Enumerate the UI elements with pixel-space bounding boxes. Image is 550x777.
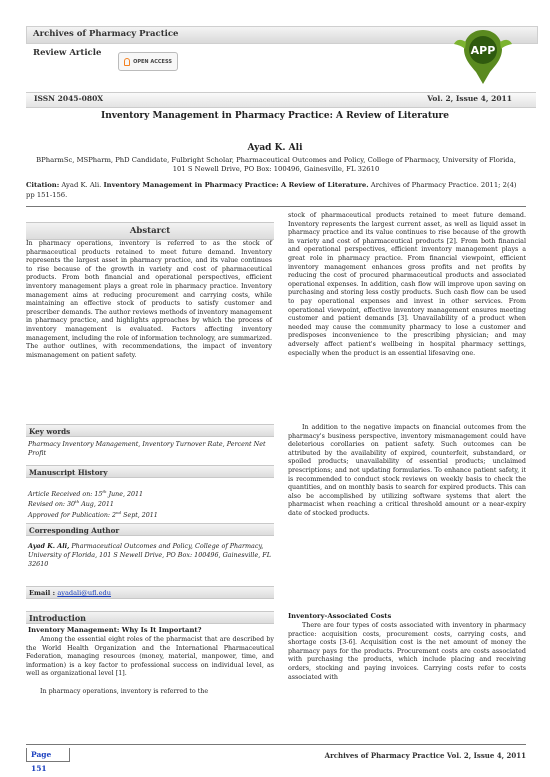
- keywords-heading: Key words: [26, 424, 274, 437]
- article-title: Inventory Management in Pharmacy Practice: A Review of Literature: [101, 111, 449, 121]
- citation: [26, 181, 526, 200]
- received-date-suffix: th: [102, 489, 107, 494]
- introduction-subheading: Inventory Management: Why Is It Important?: [28, 626, 202, 634]
- revised-date-month: Aug, 2011: [79, 501, 114, 509]
- body-paragraph-1: stock of pharmaceutical products retained to meet future demand. Inventory represents the largest current asset, as well as liquid asset in pharmacy practice and its value continues to rise because of the growth in variety and cost of pharmaceutical products [2]. From both financial and operational perspectives, efficient inventory management plays a great role in pharmacy practice. From financial viewpoint, efficient inventory management enhances gross profits and net profits by reducing the cost of procured pharmaceutical products and associated operational expenses. In addition, cash flow will improve upon saving on purchasing and storing less costly products. Such cash flow can be used to pay operational expenses and invest in other services. From operational viewpoint, effective inventory management ensures meeting customer and patient demands [3]. Unavailability of a product when needed may cause the community pharmacy to lose a customer and predisposes inconvenience to the prescribing physician; and may adversely affect patient's wellbeing in hospital pharmacy settings, especially when the product is an essential lifesaving one.: [288, 212, 526, 357]
- corresponding-author-name: Ayad K. Ali,: [28, 542, 70, 550]
- abstract-text: In pharmacy operations, inventory is referred to as the stock of pharmaceutical products retained to meet future demand. Inventory represents the largest asset in pharmacy practice, and its value continues to rise because of the growth in variety and cost of pharmaceutical products. From both financial and operational perspectives, efficient inventory management plays a great role in pharmacy practice. Inventory management aims at reducing procurement and carrying costs, while maintaining an effective stock of products to satisfy customer and prescriber demands. The author reviews methods of inventory management in pharmacy practice, and highlights approaches by which the process of inventory management is evaluated. Factors affecting inventory management, including the role of information technology, are summarized. The author outlines, with recommendations, the impact of inventory mismanagement on patient safety.: [26, 240, 272, 359]
- open-access-label: OPEN ACCESS: [133, 58, 172, 65]
- corresponding-author-address: Pharmaceutical Outcomes and Policy, College of Pharmacy, University of Florida, 101 S Newell Drive, PO Box: 100496, Gainesville, FL 32610: [28, 542, 271, 568]
- body-paragraph-3: There are four types of costs associated with inventory in pharmacy practice: acquisition costs, procurement costs, carrying costs, and shortage costs [3-6]. Acquisition cost is the net amount of money the pharmacy pays for the products. Procurement costs are costs associated with purchasing the products, which include placing and receiving orders, stocking and paying invoices. Carrying costs refer to costs associated with: [288, 622, 526, 681]
- page-number: Page 151: [26, 748, 70, 762]
- approved-date-suffix: nd: [116, 510, 122, 515]
- manuscript-history-heading: Manuscript History: [26, 465, 274, 478]
- received-date-month: June, 2011: [106, 491, 143, 499]
- introduction-paragraph-2: In pharmacy operations, inventory is referred to the: [40, 688, 209, 695]
- approved-date-month: Sept, 2011: [121, 512, 158, 520]
- citation-label: Citation:: [26, 181, 60, 189]
- keywords-text: Pharmacy Inventory Management, Inventory Turnover Rate, Percent Net Profit: [28, 440, 266, 457]
- received-date-text: Article Received on: 15: [28, 491, 103, 499]
- footer-journal: Archives of Pharmacy Practice Vol. 2, Issue 4, 2011: [324, 751, 526, 760]
- revised-date-text: Revised on: 30: [28, 501, 76, 509]
- app-journal-logo: [452, 28, 514, 86]
- journal-name: Archives of Pharmacy Practice: [33, 29, 179, 39]
- email-link[interactable]: ayadali@ufl.edu: [57, 589, 111, 597]
- citation-title: Inventory Management in Pharmacy Practice: A Review of Literature.: [103, 181, 369, 189]
- received-date: [28, 489, 143, 498]
- inventory-costs-heading: Inventory-Associated Costs: [288, 612, 392, 620]
- author-affiliation: BPharmSc, MSPharm, PhD Candidate, Fulbright Scholar, Pharmaceutical Outcomes and Policy, College of Pharmacy, University of Florida, 101 S Newell Drive, PO Box: 100496, Gainesville, FL 32610: [36, 156, 516, 173]
- corresponding-author-details: [28, 542, 274, 569]
- corresponding-author-heading: Corresponding Author: [26, 523, 274, 536]
- approved-date-text: Approved for Publication: 2: [28, 512, 117, 520]
- footer-divider: [26, 744, 526, 745]
- logo-text: APP: [470, 44, 496, 57]
- citation-source: Archives of Pharmacy Practice. 2011; 2(4) pp 151-156.: [26, 181, 517, 199]
- header-divider: [26, 206, 526, 207]
- abstract-heading: Abstarct: [26, 222, 274, 240]
- issn: ISSN 2045-080X: [34, 94, 104, 103]
- introduction-paragraph-1: Among the essential eight roles of the pharmacist that are described by the World Health Organization and the International Pharmaceutical Federation, managing resources (money, material, manpower, time, and information) is a key factor to professional success on individual level, as well as organizational level [1].: [26, 636, 274, 678]
- body-paragraph-2: In addition to the negative impacts on financial outcomes from the pharmacy's business perspective, inventory mismanagement could have deleterious corollaries on patient safety. Such outcomes can be attributed by the availability of expired, counterfeit, substandard, or spoiled products; unavailability of essential products; unclaimed prescriptions; and not updating formularies. To enhance patient safety, it is recommended to conduct stock reviews on weekly basis to check the quantities, and on monthly basis to search for expired products. This can also be accomplished by utilizing software systems that alert the pharmacist when reaching a critical threshold amount or a near-expiry date of stocked products.: [288, 424, 526, 517]
- revised-date-suffix: th: [75, 499, 80, 504]
- email-bar: [26, 586, 274, 599]
- revised-date: [28, 499, 114, 508]
- open-access-lock-icon: [124, 58, 130, 66]
- approved-date: [28, 510, 158, 519]
- volume-issue: Vol. 2, Issue 4, 2011: [427, 94, 512, 103]
- introduction-heading: Introduction: [26, 611, 274, 624]
- citation-author: Ayad K. Ali.: [61, 181, 102, 189]
- article-type: Review Article: [33, 48, 102, 58]
- email-label: Email :: [29, 589, 58, 597]
- author-name: Ayad K. Ali: [247, 143, 303, 153]
- open-access-badge: [118, 52, 178, 71]
